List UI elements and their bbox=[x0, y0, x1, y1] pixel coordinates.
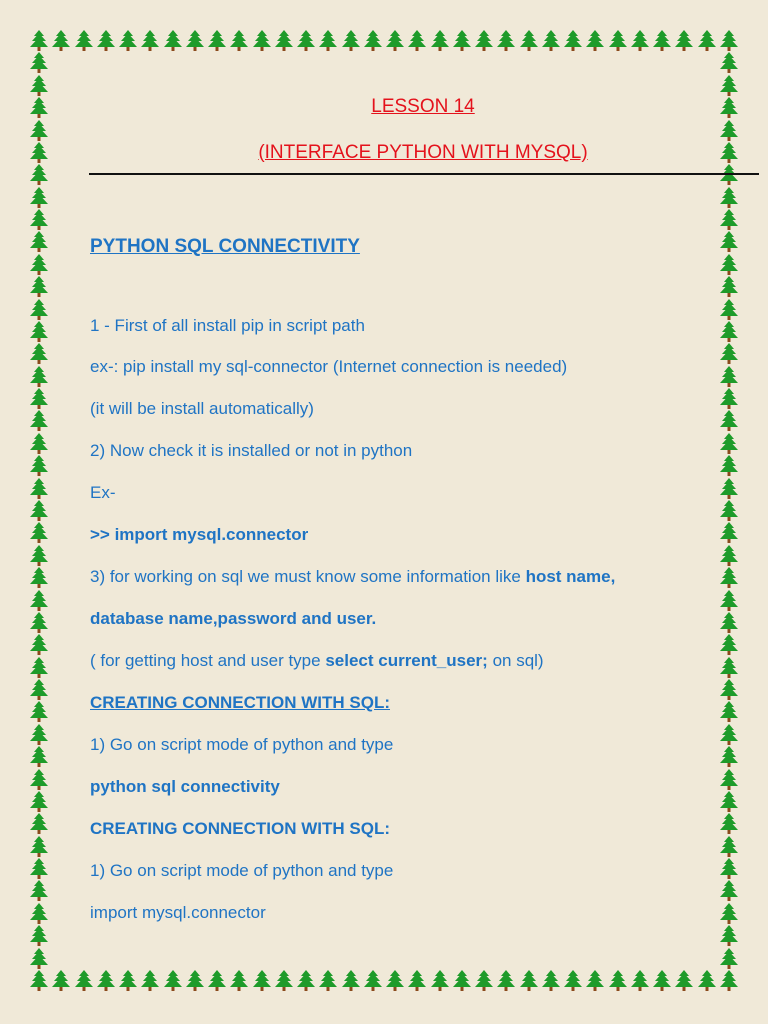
create-step-1: 1) Go on script mode of python and type bbox=[90, 735, 394, 754]
christmas-tree-icon bbox=[720, 209, 738, 231]
christmas-tree-icon bbox=[30, 567, 48, 589]
christmas-tree-icon bbox=[30, 299, 48, 321]
christmas-tree-icon bbox=[720, 321, 738, 343]
christmas-tree-icon bbox=[720, 276, 738, 298]
christmas-tree-icon bbox=[675, 30, 693, 52]
christmas-tree-icon bbox=[75, 970, 93, 992]
christmas-tree-icon bbox=[720, 231, 738, 253]
christmas-tree-icon bbox=[253, 30, 271, 52]
christmas-tree-icon bbox=[230, 970, 248, 992]
christmas-tree-icon bbox=[52, 30, 70, 52]
christmas-tree-icon bbox=[119, 30, 137, 52]
christmas-tree-icon bbox=[30, 276, 48, 298]
christmas-tree-icon bbox=[609, 30, 627, 52]
christmas-tree-icon bbox=[453, 970, 471, 992]
christmas-tree-icon bbox=[30, 75, 48, 97]
christmas-tree-icon bbox=[720, 634, 738, 656]
christmas-tree-icon bbox=[30, 679, 48, 701]
christmas-tree-icon bbox=[186, 970, 204, 992]
title-divider bbox=[89, 173, 759, 175]
christmas-tree-icon bbox=[720, 925, 738, 947]
create-connection-heading-2: CREATING CONNECTION WITH SQL: bbox=[90, 819, 390, 838]
step3-line bbox=[90, 567, 615, 587]
create-connection-heading-1: CREATING CONNECTION WITH SQL: bbox=[90, 693, 390, 712]
christmas-tree-icon bbox=[631, 970, 649, 992]
christmas-tree-icon bbox=[720, 366, 738, 388]
step3-continued: database name,password and user. bbox=[90, 609, 377, 628]
christmas-tree-icon bbox=[720, 836, 738, 858]
christmas-tree-icon bbox=[720, 590, 738, 612]
step1-line: 1 - First of all install pip in script path bbox=[90, 316, 365, 335]
christmas-tree-icon bbox=[97, 970, 115, 992]
lesson-title: LESSON 14 bbox=[371, 96, 475, 117]
christmas-tree-icon bbox=[653, 970, 671, 992]
christmas-tree-icon bbox=[586, 30, 604, 52]
christmas-tree-icon bbox=[30, 836, 48, 858]
christmas-tree-icon bbox=[30, 500, 48, 522]
step2-command: >> import mysql.connector bbox=[90, 525, 309, 544]
christmas-tree-icon bbox=[208, 30, 226, 52]
christmas-tree-icon bbox=[720, 948, 738, 970]
christmas-tree-icon bbox=[720, 903, 738, 925]
step2-line: 2) Now check it is installed or not in python bbox=[90, 441, 413, 460]
christmas-tree-icon bbox=[119, 970, 137, 992]
step3-note-bold: select current_user; bbox=[325, 651, 488, 670]
step3-note-pre: ( for getting host and user type bbox=[90, 651, 326, 670]
christmas-tree-icon bbox=[720, 343, 738, 365]
christmas-tree-icon bbox=[30, 30, 48, 52]
christmas-tree-icon bbox=[30, 478, 48, 500]
christmas-tree-icon bbox=[720, 254, 738, 276]
christmas-tree-icon bbox=[698, 970, 716, 992]
christmas-tree-icon bbox=[720, 30, 738, 52]
step3-note bbox=[90, 651, 544, 671]
christmas-tree-icon bbox=[30, 634, 48, 656]
christmas-tree-icon bbox=[30, 791, 48, 813]
christmas-tree-icon bbox=[653, 30, 671, 52]
christmas-tree-icon bbox=[609, 970, 627, 992]
christmas-tree-icon bbox=[720, 388, 738, 410]
christmas-tree-icon bbox=[720, 567, 738, 589]
christmas-tree-icon bbox=[408, 970, 426, 992]
christmas-tree-icon bbox=[720, 746, 738, 768]
christmas-tree-icon bbox=[253, 970, 271, 992]
christmas-tree-icon bbox=[30, 545, 48, 567]
christmas-tree-icon bbox=[542, 970, 560, 992]
christmas-tree-icon bbox=[475, 30, 493, 52]
christmas-tree-icon bbox=[30, 724, 48, 746]
christmas-tree-icon bbox=[342, 30, 360, 52]
step1-example: ex-: pip install my sql-connector (Internet connection is needed) bbox=[90, 357, 568, 376]
christmas-tree-icon bbox=[230, 30, 248, 52]
christmas-tree-icon bbox=[364, 970, 382, 992]
christmas-tree-icon bbox=[720, 791, 738, 813]
christmas-tree-icon bbox=[30, 120, 48, 142]
christmas-tree-icon bbox=[30, 880, 48, 902]
christmas-tree-icon bbox=[542, 30, 560, 52]
christmas-tree-icon bbox=[364, 30, 382, 52]
christmas-tree-icon bbox=[720, 545, 738, 567]
christmas-tree-icon bbox=[208, 970, 226, 992]
christmas-tree-icon bbox=[720, 522, 738, 544]
christmas-tree-icon bbox=[720, 75, 738, 97]
christmas-tree-icon bbox=[97, 30, 115, 52]
christmas-tree-icon bbox=[408, 30, 426, 52]
christmas-tree-icon bbox=[30, 321, 48, 343]
step3-text: 3) for working on sql we must know some information like bbox=[90, 567, 526, 586]
christmas-tree-icon bbox=[720, 679, 738, 701]
christmas-tree-icon bbox=[30, 858, 48, 880]
christmas-tree-icon bbox=[30, 209, 48, 231]
christmas-tree-icon bbox=[720, 880, 738, 902]
christmas-tree-icon bbox=[720, 970, 738, 992]
christmas-tree-icon bbox=[30, 254, 48, 276]
christmas-tree-icon bbox=[297, 970, 315, 992]
christmas-tree-icon bbox=[141, 30, 159, 52]
christmas-tree-icon bbox=[30, 701, 48, 723]
christmas-tree-icon bbox=[720, 478, 738, 500]
christmas-tree-icon bbox=[75, 30, 93, 52]
christmas-tree-icon bbox=[453, 30, 471, 52]
christmas-tree-icon bbox=[52, 970, 70, 992]
christmas-tree-icon bbox=[30, 746, 48, 768]
christmas-tree-icon bbox=[720, 769, 738, 791]
python-sql-connectivity-bold: python sql connectivity bbox=[90, 777, 280, 796]
christmas-tree-icon bbox=[275, 30, 293, 52]
christmas-tree-icon bbox=[30, 657, 48, 679]
christmas-tree-icon bbox=[720, 455, 738, 477]
christmas-tree-icon bbox=[30, 590, 48, 612]
section-heading: PYTHON SQL CONNECTIVITY bbox=[90, 236, 360, 257]
christmas-tree-icon bbox=[720, 187, 738, 209]
step3-bold-text: host name, bbox=[525, 567, 616, 586]
christmas-tree-icon bbox=[30, 343, 48, 365]
christmas-tree-icon bbox=[164, 970, 182, 992]
christmas-tree-icon bbox=[30, 903, 48, 925]
create-step-2: 1) Go on script mode of python and type bbox=[90, 861, 394, 880]
christmas-tree-icon bbox=[720, 299, 738, 321]
christmas-tree-icon bbox=[30, 925, 48, 947]
christmas-tree-icon bbox=[720, 724, 738, 746]
christmas-tree-icon bbox=[342, 970, 360, 992]
christmas-tree-icon bbox=[30, 410, 48, 432]
christmas-tree-icon bbox=[520, 970, 538, 992]
christmas-tree-icon bbox=[631, 30, 649, 52]
step3-note-post: on sql) bbox=[487, 651, 544, 670]
christmas-tree-icon bbox=[30, 948, 48, 970]
christmas-tree-icon bbox=[30, 433, 48, 455]
christmas-tree-icon bbox=[720, 433, 738, 455]
christmas-tree-icon bbox=[30, 164, 48, 186]
christmas-tree-icon bbox=[720, 52, 738, 74]
christmas-tree-icon bbox=[675, 970, 693, 992]
christmas-tree-icon bbox=[386, 970, 404, 992]
step1-note: (it will be install automatically) bbox=[90, 399, 314, 418]
christmas-tree-icon bbox=[30, 388, 48, 410]
import-line: import mysql.connector bbox=[90, 903, 266, 922]
christmas-tree-icon bbox=[475, 970, 493, 992]
christmas-tree-icon bbox=[720, 500, 738, 522]
christmas-tree-icon bbox=[297, 30, 315, 52]
christmas-tree-icon bbox=[720, 858, 738, 880]
christmas-tree-icon bbox=[720, 120, 738, 142]
christmas-tree-icon bbox=[30, 231, 48, 253]
christmas-tree-icon bbox=[30, 142, 48, 164]
christmas-tree-icon bbox=[520, 30, 538, 52]
christmas-tree-icon bbox=[720, 164, 738, 186]
christmas-tree-icon bbox=[30, 769, 48, 791]
christmas-tree-icon bbox=[30, 813, 48, 835]
christmas-tree-icon bbox=[497, 970, 515, 992]
christmas-tree-icon bbox=[564, 30, 582, 52]
christmas-tree-icon bbox=[141, 970, 159, 992]
christmas-tree-icon bbox=[30, 366, 48, 388]
christmas-tree-icon bbox=[720, 612, 738, 634]
christmas-tree-icon bbox=[564, 970, 582, 992]
christmas-tree-icon bbox=[431, 970, 449, 992]
christmas-tree-icon bbox=[497, 30, 515, 52]
christmas-tree-icon bbox=[275, 970, 293, 992]
christmas-tree-icon bbox=[30, 52, 48, 74]
christmas-tree-icon bbox=[30, 187, 48, 209]
christmas-tree-icon bbox=[164, 30, 182, 52]
lesson-subtitle: (INTERFACE PYTHON WITH MYSQL) bbox=[258, 142, 588, 163]
christmas-tree-icon bbox=[386, 30, 404, 52]
christmas-tree-icon bbox=[720, 813, 738, 835]
christmas-tree-icon bbox=[186, 30, 204, 52]
step2-ex-label: Ex- bbox=[90, 483, 116, 502]
christmas-tree-icon bbox=[30, 612, 48, 634]
christmas-tree-icon bbox=[698, 30, 716, 52]
christmas-tree-icon bbox=[319, 970, 337, 992]
christmas-tree-icon bbox=[720, 657, 738, 679]
christmas-tree-icon bbox=[720, 701, 738, 723]
christmas-tree-icon bbox=[30, 522, 48, 544]
christmas-tree-icon bbox=[431, 30, 449, 52]
christmas-tree-icon bbox=[30, 455, 48, 477]
christmas-tree-icon bbox=[720, 410, 738, 432]
christmas-tree-icon bbox=[30, 970, 48, 992]
christmas-tree-icon bbox=[319, 30, 337, 52]
christmas-tree-icon bbox=[30, 97, 48, 119]
christmas-tree-icon bbox=[586, 970, 604, 992]
